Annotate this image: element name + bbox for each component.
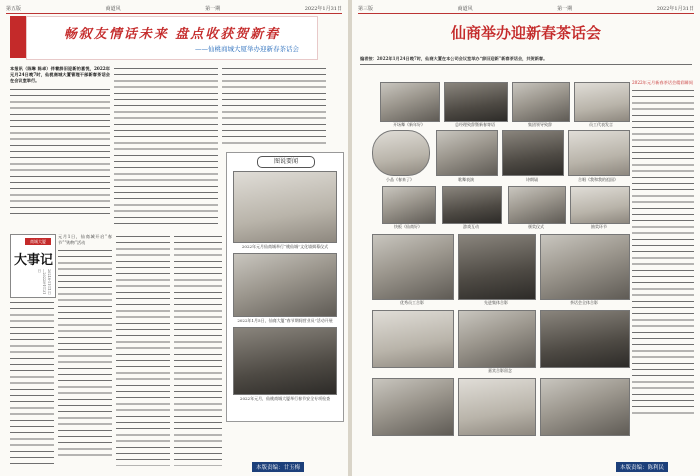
right-photo-14 [458,234,536,300]
article-column-1 [10,66,110,226]
right-photo-17 [458,310,536,368]
right-side-body [632,88,694,418]
right-intro [360,56,692,76]
right-cap-4: 员工代表发言 [589,122,613,127]
left-page [0,0,348,476]
events-column-3 [174,234,222,466]
right-paper-name: 商道风 [457,5,473,12]
right-side-head: 2022年元月新春茶话会精彩瞬间 [632,80,693,85]
article-column-2 [114,66,218,226]
right-cap-7: 诗朗诵 [526,177,538,182]
right-cap-13: 优秀员工合影 [400,300,424,305]
right-cap-14: 先进集体合影 [484,300,508,305]
right-photo-18 [540,310,630,368]
photo-wall-unveil [233,171,337,243]
photo-caption-3: 2022年元月，仙桃商城大厦举行春节安全专项检查 [239,396,331,401]
photo-news-title: 图说要闻 [257,156,315,168]
photo-caption-2: 2022年1月5日，仙商大厦“春节期间营业员”活动开展 [237,318,333,323]
left-page-number: 第五版 [6,5,22,12]
events-dates: 2021年11月1日—2022年1月31日 [37,269,51,295]
right-photo-3 [512,82,570,122]
right-photo-4 [574,82,630,122]
right-cap-6: 歌舞表演 [458,177,474,182]
right-side-column [632,80,694,432]
right-photo-7 [502,130,564,176]
article-lead: 本报讯（陈琳 陈卓）伴着辞旧迎新的喜悦，2022年元月24日晚7时，仙桃商城大厦管理干部新春茶话会在会议室举行。 [10,66,110,84]
right-cap-10: 游戏互动 [463,224,479,229]
article-column-3 [222,66,326,148]
right-running-head [358,3,694,14]
right-photo-21 [540,378,630,436]
right-cap-16: 嘉宾合影留念 [488,368,512,373]
events-lead: 元月1日，仙商城开启“春节”“购物”活动 [58,234,112,246]
right-page [352,0,700,476]
article-body-1 [10,87,110,217]
photo-news-box [226,152,344,422]
left-headline: 畅叙友情话未来 盘点收获贺新春 [63,27,281,42]
events-column-1 [58,234,112,466]
left-subheadline: ——仙桃商城大厦举办迎新春茶话会 [195,45,299,53]
right-cap-2: 总经理致辞暨新春寄语 [455,122,495,127]
right-photo-12 [570,186,630,224]
events-body-1 [58,248,112,458]
left-page-editor: 本版责编：廿玉梅 [252,462,304,472]
events-badge: 商城大厦 [25,238,51,245]
photo-caption-1: 2022年元月仙商城举行“桃仙城”文化墙揭幕仪式 [241,244,329,249]
banner-accent [10,16,26,58]
right-photo-1 [380,82,440,122]
right-intro-body [360,62,692,70]
right-photo-13 [372,234,454,300]
left-banner [26,16,318,60]
right-photo-6 [436,130,498,176]
photo-safety-check [233,327,337,395]
right-date: 2022年1月31日 [656,5,694,12]
right-photo-9 [382,186,436,224]
right-photo-8 [568,130,630,176]
right-photo-19 [372,378,454,436]
right-photo-10 [442,186,502,224]
right-issue: 第一期 [557,5,573,12]
left-paper-name: 商道风 [105,5,121,12]
left-date: 2022年1月31日 [304,5,342,12]
events-column-2 [116,234,170,466]
right-cap-5: 小品《春来了》 [386,177,414,182]
right-headline: 仙商举办迎新春茶话会 [450,24,601,42]
right-cap-12: 抽奖环节 [591,224,607,229]
right-cap-3: 集团领导致辞 [528,122,552,127]
left-running-head [6,3,342,14]
right-photo-11 [508,186,566,224]
right-cap-15: 茶话会全体合影 [570,300,598,305]
right-cap-8: 合唱《我和我的祖国》 [578,177,618,182]
right-cap-11: 颁奖仪式 [528,224,544,229]
right-photo-15 [540,234,630,300]
photo-activity [233,253,337,317]
left-issue: 第一期 [205,5,221,12]
right-cap-9: 快板《仙商好》 [394,224,422,229]
right-photo-5 [372,130,430,176]
right-cap-1: 开场舞《新年好》 [393,122,425,127]
events-sticker [10,234,56,298]
right-page-editor: 本版责编：陈利民 [616,462,668,472]
events-title: 大事记 [14,253,54,268]
right-photo-16 [372,310,454,368]
right-intro-text: 编者按：2022年1月24日晚7时，仙商大厦在本公司会议室举办“辞旧迎新”新春茶话会，共贺新春。 [360,56,548,61]
right-photo-2 [444,82,508,122]
right-photo-20 [458,378,536,436]
right-page-number: 第三版 [358,5,374,12]
events-column-0 [10,300,54,466]
